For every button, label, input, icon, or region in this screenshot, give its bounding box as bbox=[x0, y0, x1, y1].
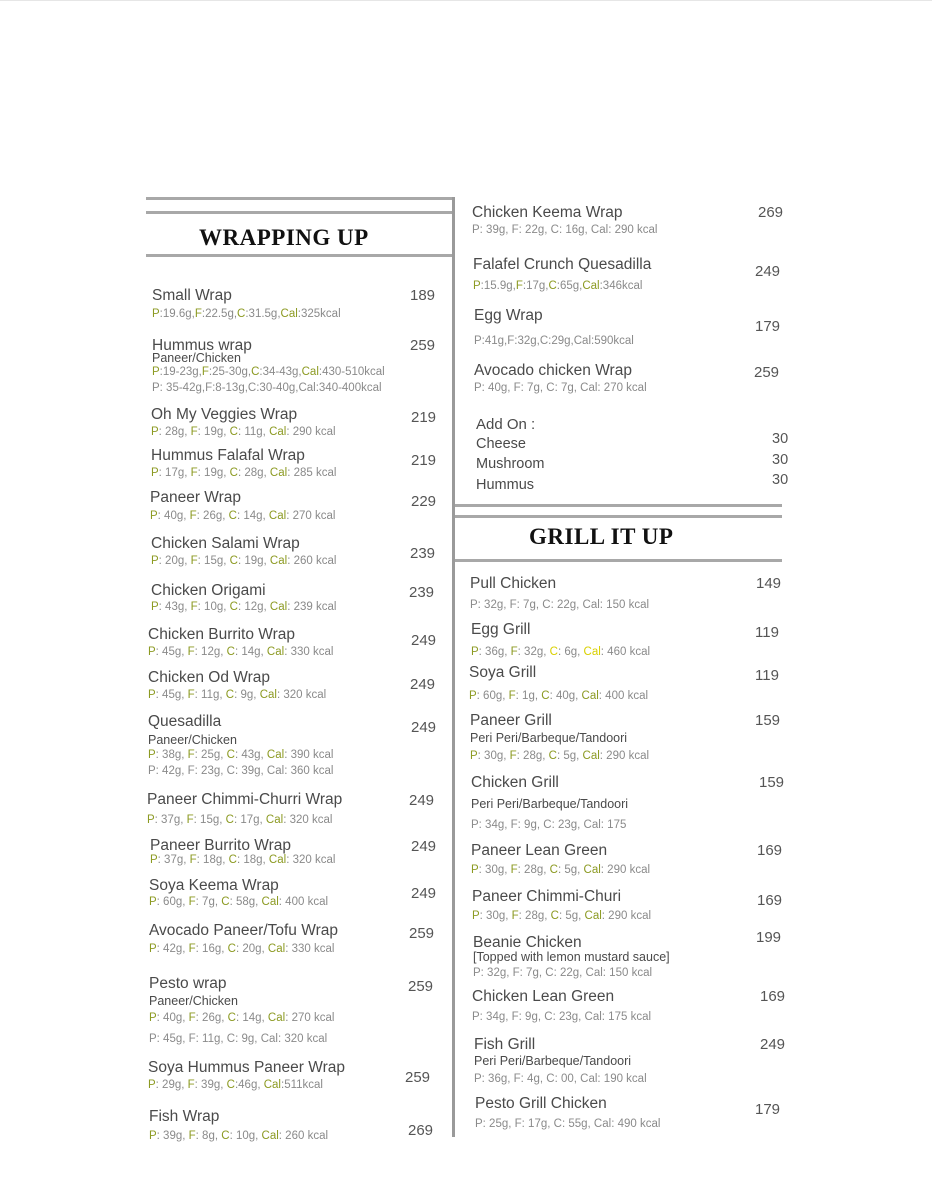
menu-item-price: 249 bbox=[411, 885, 437, 902]
menu-item-macros: P: 28g, F: 19g, C: 11g, Cal: 290 kcal bbox=[151, 426, 336, 438]
menu-item-name: Soya Hummus Paneer Wrap bbox=[148, 1059, 345, 1076]
menu-item-price: 169 bbox=[760, 988, 786, 1005]
menu-item-macros: P: 34g, F: 9g, C: 23g, Cal: 175 kcal bbox=[472, 1011, 652, 1023]
menu-item-name: Small Wrap bbox=[152, 287, 232, 304]
menu-item-options: Peri Peri/Barbeque/Tandoori bbox=[474, 1054, 632, 1068]
menu-item-price: 189 bbox=[410, 287, 436, 304]
addon-item-name: Cheese bbox=[476, 436, 526, 452]
menu-item-price: 169 bbox=[757, 842, 783, 859]
divider bbox=[455, 504, 782, 507]
menu-item-macros: P: 20g, F: 15g, C: 19g, Cal: 260 kcal bbox=[151, 555, 337, 567]
menu-item-macros: P: 29g, F: 39g, C:46g, Cal:511kcal bbox=[148, 1079, 323, 1091]
menu-item-price: 179 bbox=[755, 1101, 781, 1118]
menu-item-macros: P: 30g, F: 28g, C: 5g, Cal: 290 kcal bbox=[472, 910, 652, 922]
divider bbox=[455, 559, 782, 562]
menu-item-options: Peri Peri/Barbeque/Tandoori bbox=[471, 797, 629, 811]
menu-item-name: Soya Keema Wrap bbox=[149, 877, 279, 894]
menu-item-macros-alt: P: 35-42g,F:8-13g,C:30-40g,Cal:340-400kcal bbox=[152, 382, 382, 394]
column-divider bbox=[452, 197, 455, 1137]
menu-item-macros: P: 40g, F: 26g, C: 14g, Cal: 270 kcal bbox=[149, 1012, 335, 1024]
addon-item-name: Hummus bbox=[476, 477, 535, 493]
menu-item-name: Egg Grill bbox=[471, 621, 531, 638]
menu-item-macros: P:15.9g,F:17g,C:65g,Cal:346kcal bbox=[473, 280, 643, 292]
menu-item-macros: P: 39g, F: 22g, C: 16g, Cal: 290 kcal bbox=[472, 224, 658, 236]
menu-item-price: 269 bbox=[758, 204, 784, 221]
menu-item-price: 259 bbox=[409, 925, 435, 942]
menu-item-macros: P: 30g, F: 28g, C: 5g, Cal: 290 kcal bbox=[470, 750, 650, 762]
menu-item-price: 249 bbox=[409, 792, 435, 809]
menu-item-macros: P: 34g, F: 9g, C: 23g, Cal: 175 bbox=[471, 819, 627, 831]
menu-item-name: Chicken Burrito Wrap bbox=[148, 626, 296, 643]
menu-item-name: Paneer Chimmi-Churri Wrap bbox=[147, 791, 343, 808]
menu-item-price: 249 bbox=[755, 263, 781, 280]
menu-item-price: 239 bbox=[410, 545, 436, 562]
menu-item-macros: P: 60g, F: 7g, C: 58g, Cal: 400 kcal bbox=[149, 896, 329, 908]
menu-item-price: 229 bbox=[411, 493, 437, 510]
menu-item-name: Paneer Wrap bbox=[150, 489, 242, 506]
addon-title: Add On : bbox=[476, 416, 536, 433]
section-title-grill-it-up: GRILL IT UP bbox=[529, 524, 674, 549]
menu-item-macros: P: 45g, F: 11g, C: 9g, Cal: 320 kcal bbox=[148, 689, 327, 701]
menu-item-options: [Topped with lemon mustard sauce] bbox=[473, 950, 670, 964]
menu-item-name: Paneer Lean Green bbox=[471, 842, 608, 859]
menu-item-name: Chicken Od Wrap bbox=[148, 669, 271, 686]
menu-item-price: 249 bbox=[411, 838, 437, 855]
menu-item-macros: P: 39g, F: 8g, C: 10g, Cal: 260 kcal bbox=[149, 1130, 329, 1142]
menu-item-options: Paneer/Chicken bbox=[148, 733, 237, 747]
menu-item-price: 259 bbox=[410, 337, 436, 354]
menu-item-name: Chicken Grill bbox=[471, 774, 559, 791]
menu-item-price: 169 bbox=[757, 892, 783, 909]
menu-item-macros: P: 40g, F: 7g, C: 7g, Cal: 270 kcal bbox=[474, 382, 647, 394]
menu-item-price: 149 bbox=[756, 575, 782, 592]
menu-item-macros: P: 36g, F: 4g, C: 00, Cal: 190 kcal bbox=[474, 1073, 647, 1085]
menu-item-name: Paneer Burrito Wrap bbox=[150, 837, 291, 854]
menu-item-name: Paneer Chimmi-Churi bbox=[472, 888, 622, 905]
menu-item-name: Paneer Grill bbox=[470, 712, 552, 729]
menu-item-name: Soya Grill bbox=[469, 664, 537, 681]
menu-item-options: Paneer/Chicken bbox=[152, 351, 241, 365]
section-title-wrapping-up: WRAPPING UP bbox=[199, 225, 369, 250]
menu-item-name: Beanie Chicken bbox=[473, 934, 582, 951]
menu-item-macros: P: 40g, F: 26g, C: 14g, Cal: 270 kcal bbox=[150, 510, 336, 522]
menu-item-name: Falafel Crunch Quesadilla bbox=[473, 256, 652, 273]
menu-item-name: Egg Wrap bbox=[474, 307, 543, 324]
menu-item-macros: P:19-23g,F:25-30g,C:34-43g,Cal:430-510kcal bbox=[152, 366, 385, 378]
menu-item-macros: P: 37g, F: 15g, C: 17g, Cal: 320 kcal bbox=[147, 814, 333, 826]
menu-item-macros: P: 30g, F: 28g, C: 5g, Cal: 290 kcal bbox=[471, 864, 651, 876]
menu-item-price: 219 bbox=[411, 452, 437, 469]
menu-item-name: Pesto wrap bbox=[149, 975, 227, 992]
menu-item-name: Pull Chicken bbox=[470, 575, 557, 592]
menu-item-macros: P:19.6g,F:22.5g,C:31.5g,Cal:325kcal bbox=[152, 308, 341, 320]
menu-item-name: Chicken Origami bbox=[151, 582, 266, 599]
menu-item-price: 259 bbox=[408, 978, 434, 995]
addon-item-price: 30 bbox=[772, 472, 789, 488]
menu-item-price: 259 bbox=[754, 364, 780, 381]
menu-item-macros: P: 32g, F: 7g, C: 22g, Cal: 150 kcal bbox=[470, 599, 650, 611]
menu-item-name: Hummus wrap bbox=[152, 337, 252, 354]
menu-item-price: 249 bbox=[411, 719, 437, 736]
menu-item-name: Chicken Salami Wrap bbox=[151, 535, 300, 552]
divider bbox=[146, 254, 452, 257]
page-top-border bbox=[0, 0, 932, 1]
divider bbox=[146, 197, 454, 200]
menu-item-macros: P: 25g, F: 17g, C: 55g, Cal: 490 kcal bbox=[475, 1118, 661, 1130]
menu-item-price: 249 bbox=[411, 632, 437, 649]
menu-item-name: Pesto Grill Chicken bbox=[475, 1095, 607, 1112]
menu-item-macros-alt: P: 42g, F: 23g, C: 39g, Cal: 360 kcal bbox=[148, 765, 334, 777]
divider bbox=[455, 515, 782, 518]
menu-item-name: Quesadilla bbox=[148, 713, 222, 730]
menu-item-macros: P: 38g, F: 25g, C: 43g, Cal: 390 kcal bbox=[148, 749, 334, 761]
menu-item-name: Avocado Paneer/Tofu Wrap bbox=[149, 922, 338, 939]
menu-item-name: Fish Grill bbox=[474, 1036, 536, 1053]
addon-item-name: Mushroom bbox=[476, 456, 545, 472]
menu-item-price: 259 bbox=[405, 1069, 431, 1086]
menu-item-macros: P: 17g, F: 19g, C: 28g, Cal: 285 kcal bbox=[151, 467, 337, 479]
menu-item-macros-alt: P: 45g, F: 11g, C: 9g, Cal: 320 kcal bbox=[149, 1033, 328, 1045]
menu-item-price: 249 bbox=[410, 676, 436, 693]
menu-item-macros: P: 45g, F: 12g, C: 14g, Cal: 330 kcal bbox=[148, 646, 334, 658]
menu-item-price: 249 bbox=[760, 1036, 786, 1053]
addon-item-price: 30 bbox=[772, 431, 789, 447]
menu-item-price: 179 bbox=[755, 318, 781, 335]
addon-item-price: 30 bbox=[772, 452, 789, 468]
menu-item-name: Hummus Falafal Wrap bbox=[151, 447, 305, 464]
menu-item-price: 119 bbox=[755, 667, 779, 684]
menu-item-name: Fish Wrap bbox=[149, 1108, 220, 1125]
divider bbox=[146, 211, 454, 214]
menu-item-price: 239 bbox=[409, 584, 435, 601]
menu-item-macros: P: 36g, F: 32g, C: 6g, Cal: 460 kcal bbox=[471, 646, 651, 658]
menu-item-name: Chicken Lean Green bbox=[472, 988, 615, 1005]
menu-item-name: Avocado chicken Wrap bbox=[474, 362, 632, 379]
menu-item-options: Peri Peri/Barbeque/Tandoori bbox=[470, 731, 628, 745]
menu-item-macros: P: 43g, F: 10g, C: 12g, Cal: 239 kcal bbox=[151, 601, 337, 613]
menu-item-name: Oh My Veggies Wrap bbox=[151, 406, 298, 423]
menu-item-price: 159 bbox=[755, 712, 781, 729]
menu-item-price: 119 bbox=[755, 624, 779, 641]
menu-item-macros: P:41g,F:32g,C:29g,Cal:590kcal bbox=[474, 335, 634, 347]
menu-item-macros: P: 42g, F: 16g, C: 20g, Cal: 330 kcal bbox=[149, 943, 335, 955]
menu-item-price: 219 bbox=[411, 409, 437, 426]
menu-item-options: Paneer/Chicken bbox=[149, 994, 238, 1008]
menu-item-macros: P: 37g, F: 18g, C: 18g, Cal: 320 kcal bbox=[150, 854, 336, 866]
menu-item-name: Chicken Keema Wrap bbox=[472, 204, 623, 221]
menu-item-macros: P: 60g, F: 1g, C: 40g, Cal: 400 kcal bbox=[469, 690, 649, 702]
menu-item-price: 159 bbox=[759, 774, 785, 791]
menu-item-price: 199 bbox=[756, 929, 782, 946]
menu-item-macros: P: 32g, F: 7g, C: 22g, Cal: 150 kcal bbox=[473, 967, 653, 979]
menu-item-price: 269 bbox=[408, 1122, 434, 1139]
